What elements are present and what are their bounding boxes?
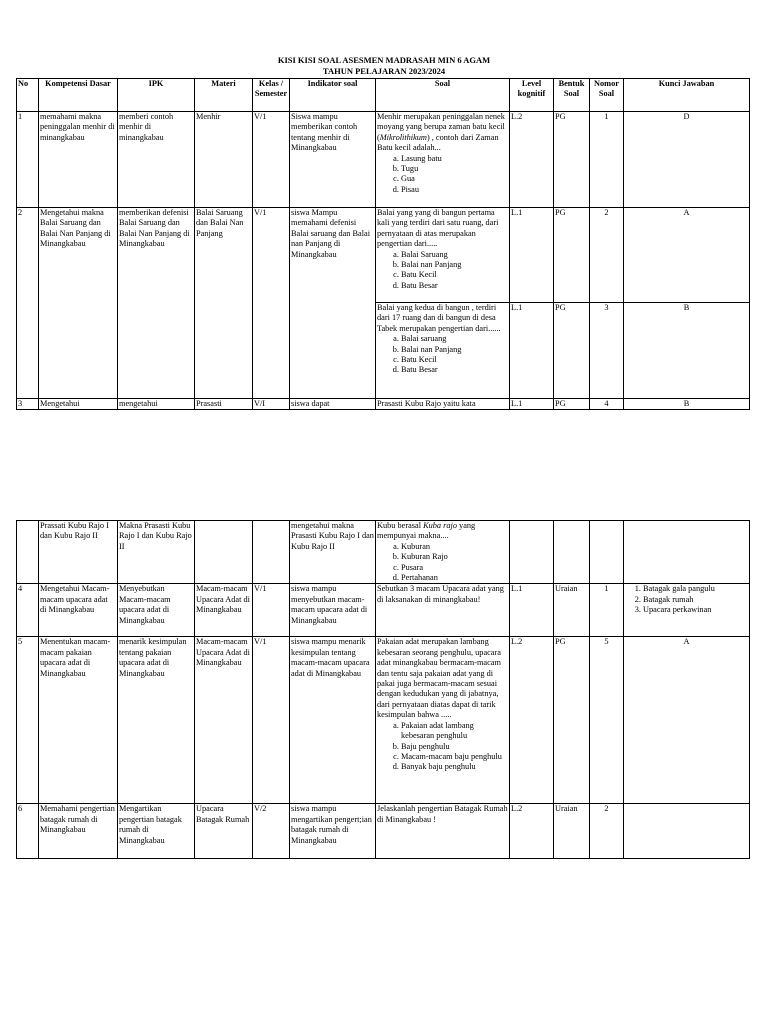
cell-kunci — [624, 521, 750, 584]
cell-materi: Macam-macam Upacara Adat di Minangkabau — [195, 637, 253, 804]
cell-nomor: 1 — [590, 584, 624, 637]
cell-no: 4 — [17, 584, 39, 637]
header-kunci-jawaban: Kunci Jawaban — [624, 79, 750, 112]
cell-kunci: B — [624, 399, 750, 410]
option-c: c. Pusara — [401, 563, 508, 573]
cell-soal — [376, 303, 510, 399]
cell-bentuk: PG — [554, 399, 590, 410]
document-title: KISI KISI SOAL ASESMEN MADRASAH MIN 6 AGAM — [277, 55, 491, 65]
header-indikator-soal: Indikator soal — [290, 79, 376, 112]
table-row — [17, 399, 750, 410]
answer-options — [377, 250, 508, 292]
cell-kunci: A — [624, 208, 750, 303]
cell-soal — [376, 208, 510, 303]
cell-no — [17, 521, 39, 584]
table-row — [17, 112, 750, 208]
header-kompetensi-dasar: Kompetensi Dasar — [39, 79, 118, 112]
header-materi: Materi — [195, 79, 253, 112]
cell-kelas: V/1 — [253, 112, 290, 208]
cell-kelas: V/1 — [253, 208, 290, 399]
header-soal: Soal — [376, 79, 510, 112]
option-a: a. Kuburan — [401, 542, 508, 552]
kisi-kisi-table-part-2 — [16, 520, 750, 859]
cell-bentuk: PG — [554, 208, 590, 303]
cell-ipk: memberi contoh menhir di minangkabau — [118, 112, 195, 208]
header-nomor-soal: Nomor Soal — [590, 79, 624, 112]
soal-text: Kubu berasal — [377, 521, 424, 530]
cell-kompetensi-dasar: memahami makna peninggalan menhir di minangkabau — [39, 112, 118, 208]
cell-no: 2 — [17, 208, 39, 399]
option-b: b. Baju penghulu — [401, 742, 508, 752]
soal-text: Balai yang yang di bangun pertama kali yang terdiri dari satu ruang, dari pernyataan di atas merupakan pengertian dari..... — [377, 208, 499, 249]
cell-indikator: siswa mampu menyebutkan macam-macam upacara adat di Minangkabau — [290, 584, 376, 637]
document-subtitle: TAHUN PELAJARAN 2023/2024 — [322, 66, 446, 76]
cell-bentuk: Uraian — [554, 804, 590, 859]
cell-level: L.1 — [510, 208, 554, 303]
option-a: a. Pakaian adat lambang kebesaran penghulu — [401, 721, 508, 742]
cell-nomor: 2 — [590, 208, 624, 303]
table-header-row — [17, 79, 750, 112]
cell-bentuk: PG — [554, 303, 590, 399]
option-c: c. Batu Kecil — [401, 270, 508, 280]
soal-text: Pakaian adat merupakan lambang kebesaran seorang penghulu, upacara adat minangkabau bermacam-macam dan tentu saja pakaian adat yang di pakai juga bermacam-macam sesuai dengan kedudukan yang di jabatnya, dari pernyataan diatas dapat di tarik kesimpulan bahwa ..... — [377, 637, 501, 720]
cell-indikator: Siswa mampu memberikan contoh tentang menhir di Minangkabau — [290, 112, 376, 208]
option-b: b. Kuburan Rajo — [401, 552, 508, 562]
cell-nomor — [590, 521, 624, 584]
cell-kelas: V/I — [253, 399, 290, 410]
cell-kunci — [624, 804, 750, 859]
cell-indikator: mengetahui makna Prasasti Kubu Rajo I dan Kubu Rajo II — [290, 521, 376, 584]
option-a: a. Balai Saruang — [401, 250, 508, 260]
answer-key-item: 3. Upacara perkawinan — [643, 605, 748, 615]
table-row — [17, 637, 750, 804]
answer-options — [377, 334, 508, 376]
cell-level: L.2 — [510, 112, 554, 208]
option-b: b. Balai nan Panjang — [401, 260, 508, 270]
soal-italic-term: Kuba rajo — [423, 521, 457, 530]
cell-no: 3 — [17, 399, 39, 410]
cell-level: L.2 — [510, 804, 554, 859]
table-row — [17, 521, 750, 584]
cell-materi: Balai Saruang dan Balai Nan Panjang — [195, 208, 253, 399]
cell-nomor: 3 — [590, 303, 624, 399]
soal-text-end: ) , contoh dari Zaman Batu kecil adalah... — [377, 132, 499, 153]
kisi-kisi-table-part-1 — [16, 78, 750, 410]
cell-level: L.1 — [510, 399, 554, 410]
cell-level: L.1 — [510, 584, 554, 637]
header-kelas-semester: Kelas / Semester — [253, 79, 290, 112]
cell-kompetensi-dasar: Mengetahui Macam-macam upacara adat di Minangkabau — [39, 584, 118, 637]
header-level-kognitif: Level kognitif — [510, 79, 554, 112]
cell-kompetensi-dasar: Menentukan macam-macam pakaian upacara adat di Minangkabau — [39, 637, 118, 804]
header-ipk: IPK — [118, 79, 195, 112]
cell-ipk: menarik kesimpulan tentang pakaian upacara adat di Minangkabau — [118, 637, 195, 804]
cell-indikator: siswa Mampu memahami defenisi Balai saruang dan Balai nan Panjang di Minangkabau — [290, 208, 376, 399]
cell-soal: Prasasti Kubu Rajo yaitu kata — [376, 399, 510, 410]
cell-soal: Jelaskanlah pengertian Batagak Rumah di Minangkabau ! — [376, 804, 510, 859]
option-d: d. Pertahanan — [401, 573, 508, 583]
cell-no: 5 — [17, 637, 39, 804]
cell-ipk: Menyebutkan Macam-macam upacara adat di Minangkabau — [118, 584, 195, 637]
cell-no: 1 — [17, 112, 39, 208]
cell-kelas: V/1 — [253, 584, 290, 637]
option-d: d. Batu Besar — [401, 365, 508, 375]
header-no: No — [17, 79, 39, 112]
option-c: c. Macam-macam baju penghulu — [401, 752, 508, 762]
cell-soal: Sebutkan 3 macam Upacara adat yang di laksanakan di minangkabau! — [376, 584, 510, 637]
cell-materi — [195, 521, 253, 584]
option-b: b. Balai nan Panjang — [401, 345, 508, 355]
cell-level: L.2 — [510, 637, 554, 804]
cell-materi: Upacara Batagak Rumah — [195, 804, 253, 859]
cell-kunci: B — [624, 303, 750, 399]
cell-ipk: Mengartikan pengertian batagak rumah di Minangkabau — [118, 804, 195, 859]
option-c: c. Batu Kecil — [401, 355, 508, 365]
cell-kompetensi-dasar: Mengetahui makna Balai Saruang dan Balai Nan Panjang di Minangkabau — [39, 208, 118, 399]
cell-kelas — [253, 521, 290, 584]
cell-ipk: memberikan defenisi Balai Saruang dan Balai Nan Panjang di Minangkabau — [118, 208, 195, 399]
header-bentuk-soal: Bentuk Soal — [554, 79, 590, 112]
answer-key-item: 1. Batagak gala pangulu — [643, 584, 748, 594]
cell-indikator: siswa dapat — [290, 399, 376, 410]
cell-ipk: Makna Prasasti Kubu Rajo I dan Kubu Rajo II — [118, 521, 195, 584]
cell-nomor: 5 — [590, 637, 624, 804]
cell-nomor: 2 — [590, 804, 624, 859]
soal-text-end: yang mempunyai makna.... — [377, 521, 476, 541]
soal-text: Menhir merupakan peninggalan nenek moyang yang berupa zaman batu kecil ( — [377, 112, 505, 142]
cell-kelas: V/2 — [253, 804, 290, 859]
cell-bentuk: PG — [554, 112, 590, 208]
cell-materi: Prasasti — [195, 399, 253, 410]
cell-kompetensi-dasar: Memahami pengertian batagak rumah di Minangkabau — [39, 804, 118, 859]
cell-kompetensi-dasar: Mengetahui — [39, 399, 118, 410]
table-row — [17, 584, 750, 637]
cell-nomor: 4 — [590, 399, 624, 410]
cell-kompetensi-dasar: Prassati Kubu Rajo I dan Kubu Rajo II — [39, 521, 118, 584]
cell-kelas: V/1 — [253, 637, 290, 804]
cell-indikator: siswa mampu menarik kesimpulan tentang macam-macam upacara adat di Minangkabau — [290, 637, 376, 804]
cell-level: L.1 — [510, 303, 554, 399]
cell-nomor: 1 — [590, 112, 624, 208]
option-a: a. Lasung batu — [401, 154, 508, 164]
cell-no: 6 — [17, 804, 39, 859]
answer-options — [377, 542, 508, 584]
cell-kunci: A — [624, 637, 750, 804]
cell-bentuk: Uraian — [554, 584, 590, 637]
cell-indikator: siswa mampu mengartikan pengert;ian batagak rumah di Minangkabau — [290, 804, 376, 859]
cell-materi: Macam-macam Upacara Adat di Minangkabau — [195, 584, 253, 637]
cell-soal — [376, 637, 510, 804]
soal-text: Balai yang kedua di bangun , terdiri dari 17 ruang dan di bangun di desa Tabek merupakan pengertian dari...... — [377, 303, 501, 333]
answer-options — [377, 154, 508, 196]
option-b: b. Tugu — [401, 164, 508, 174]
cell-bentuk: PG — [554, 637, 590, 804]
option-d: d. Banyak baju penghulu — [401, 762, 508, 772]
option-a: a. Balai saruang — [401, 334, 508, 344]
cell-soal — [376, 521, 510, 584]
answer-options — [377, 721, 508, 773]
cell-bentuk — [554, 521, 590, 584]
cell-kunci: D — [624, 112, 750, 208]
option-d: d. Pisau — [401, 185, 508, 195]
table-row — [17, 208, 750, 303]
cell-ipk: mengetahui — [118, 399, 195, 410]
answer-key-list — [625, 584, 748, 615]
table-row — [17, 804, 750, 859]
cell-materi: Menhir — [195, 112, 253, 208]
cell-soal — [376, 112, 510, 208]
option-c: c. Gua — [401, 174, 508, 184]
answer-key-item: 2. Batagak rumah — [643, 595, 748, 605]
option-d: d. Batu Besar — [401, 281, 508, 291]
cell-kunci — [624, 584, 750, 637]
soal-italic-term: Mikrolithikum — [379, 132, 427, 142]
cell-level — [510, 521, 554, 584]
